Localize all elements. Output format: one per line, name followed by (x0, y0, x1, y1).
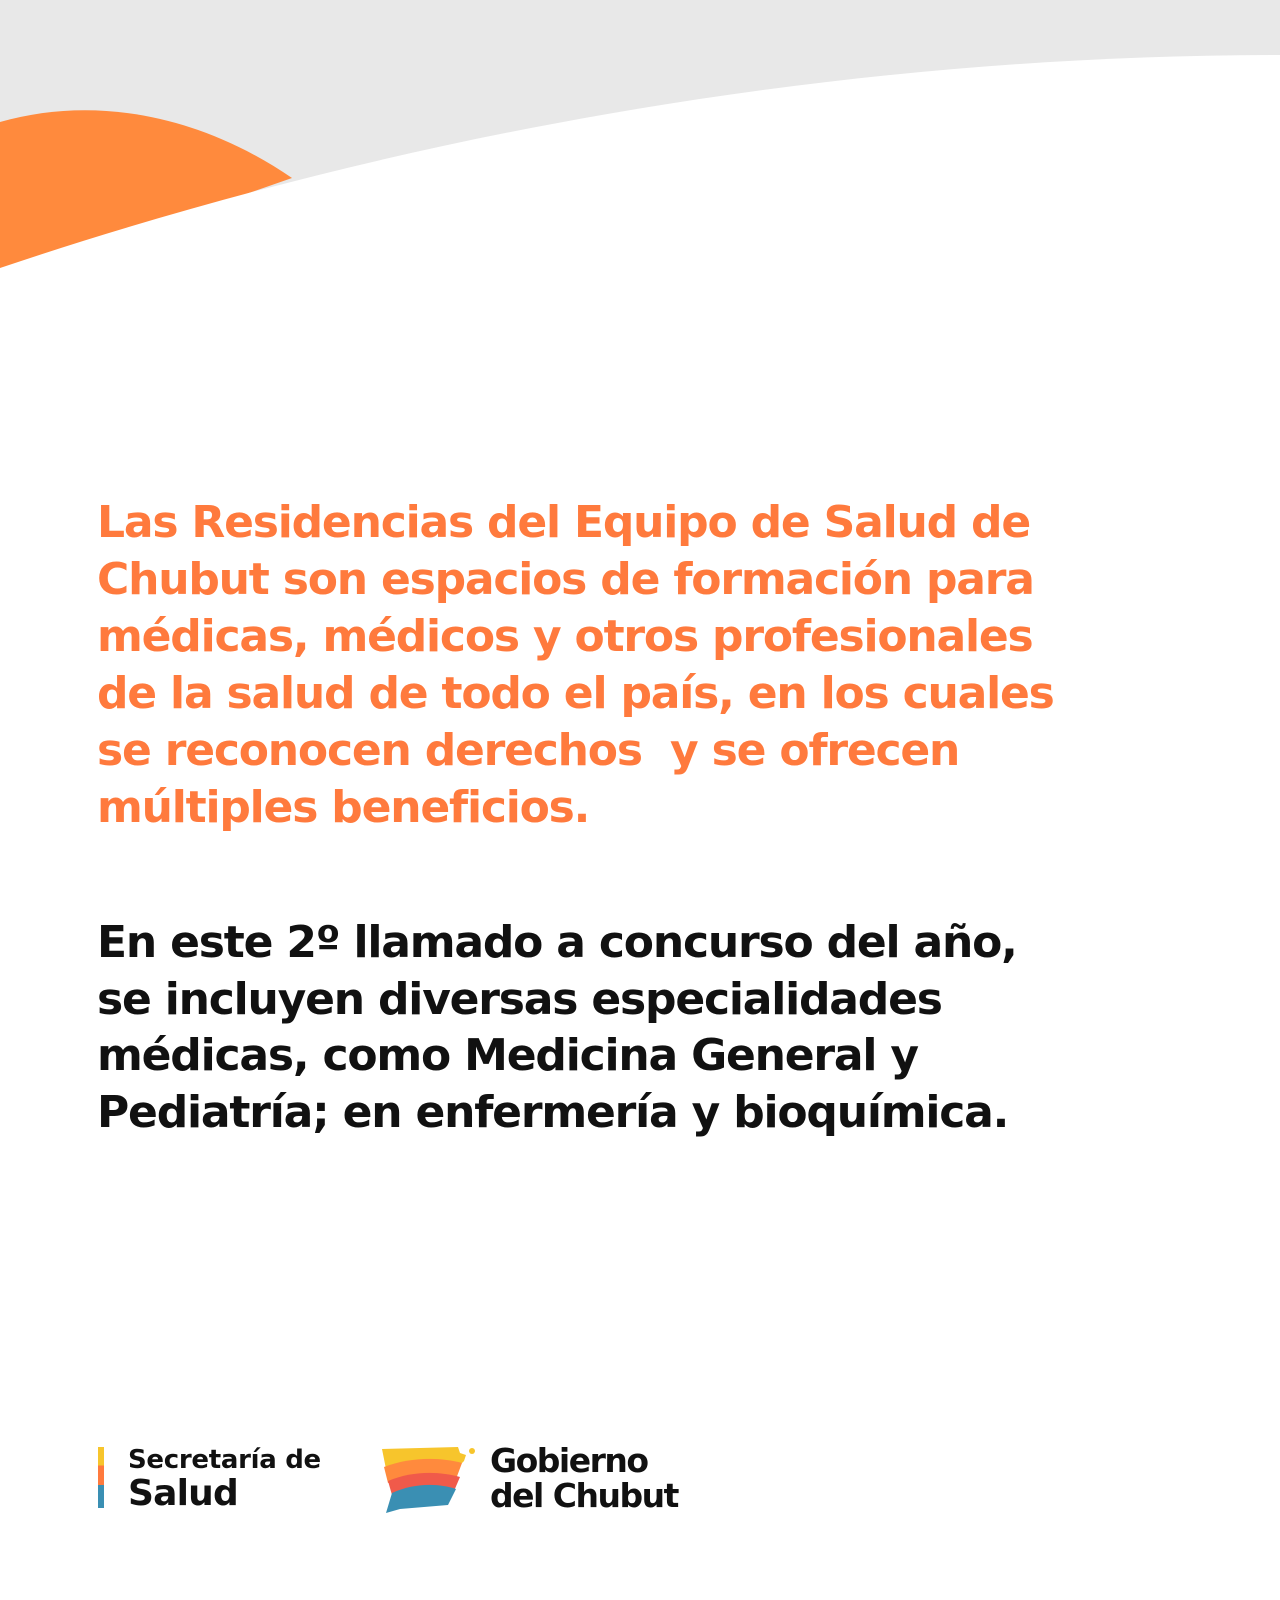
call-line: Pediatría; en enfermería y bioquímica. (97, 1086, 1009, 1138)
intro-paragraph (97, 494, 1054, 836)
secretaria-label: Secretaría de (128, 1445, 321, 1475)
gobierno-label: Gobierno (490, 1441, 648, 1480)
call-line: En este 2º llamado a concurso del año, (97, 917, 1017, 968)
intro-line: múltiples beneficios. (97, 782, 590, 833)
salud-label: Salud (128, 1473, 238, 1514)
chubut-map-icon (380, 1445, 480, 1515)
gobierno-chubut-logo (380, 1440, 700, 1520)
intro-line: de la salud de todo el país, en los cuales (97, 668, 1054, 719)
call-paragraph (97, 915, 1017, 1141)
call-line: se incluyen diversas especialidades (97, 973, 942, 1025)
intro-line: Las Residencias del Equipo de Salud de (97, 497, 1030, 548)
secretaria-color-bar (98, 1447, 104, 1508)
del-chubut-label: del Chubut (490, 1476, 678, 1515)
intro-line: médicas, médicos y otros profesionales (97, 611, 1033, 662)
intro-line: se reconocen derechos y se ofrecen (97, 725, 960, 776)
call-line: médicas, como Medicina General y (97, 1030, 918, 1081)
intro-line: Chubut son espacios de formación para (97, 554, 1034, 605)
